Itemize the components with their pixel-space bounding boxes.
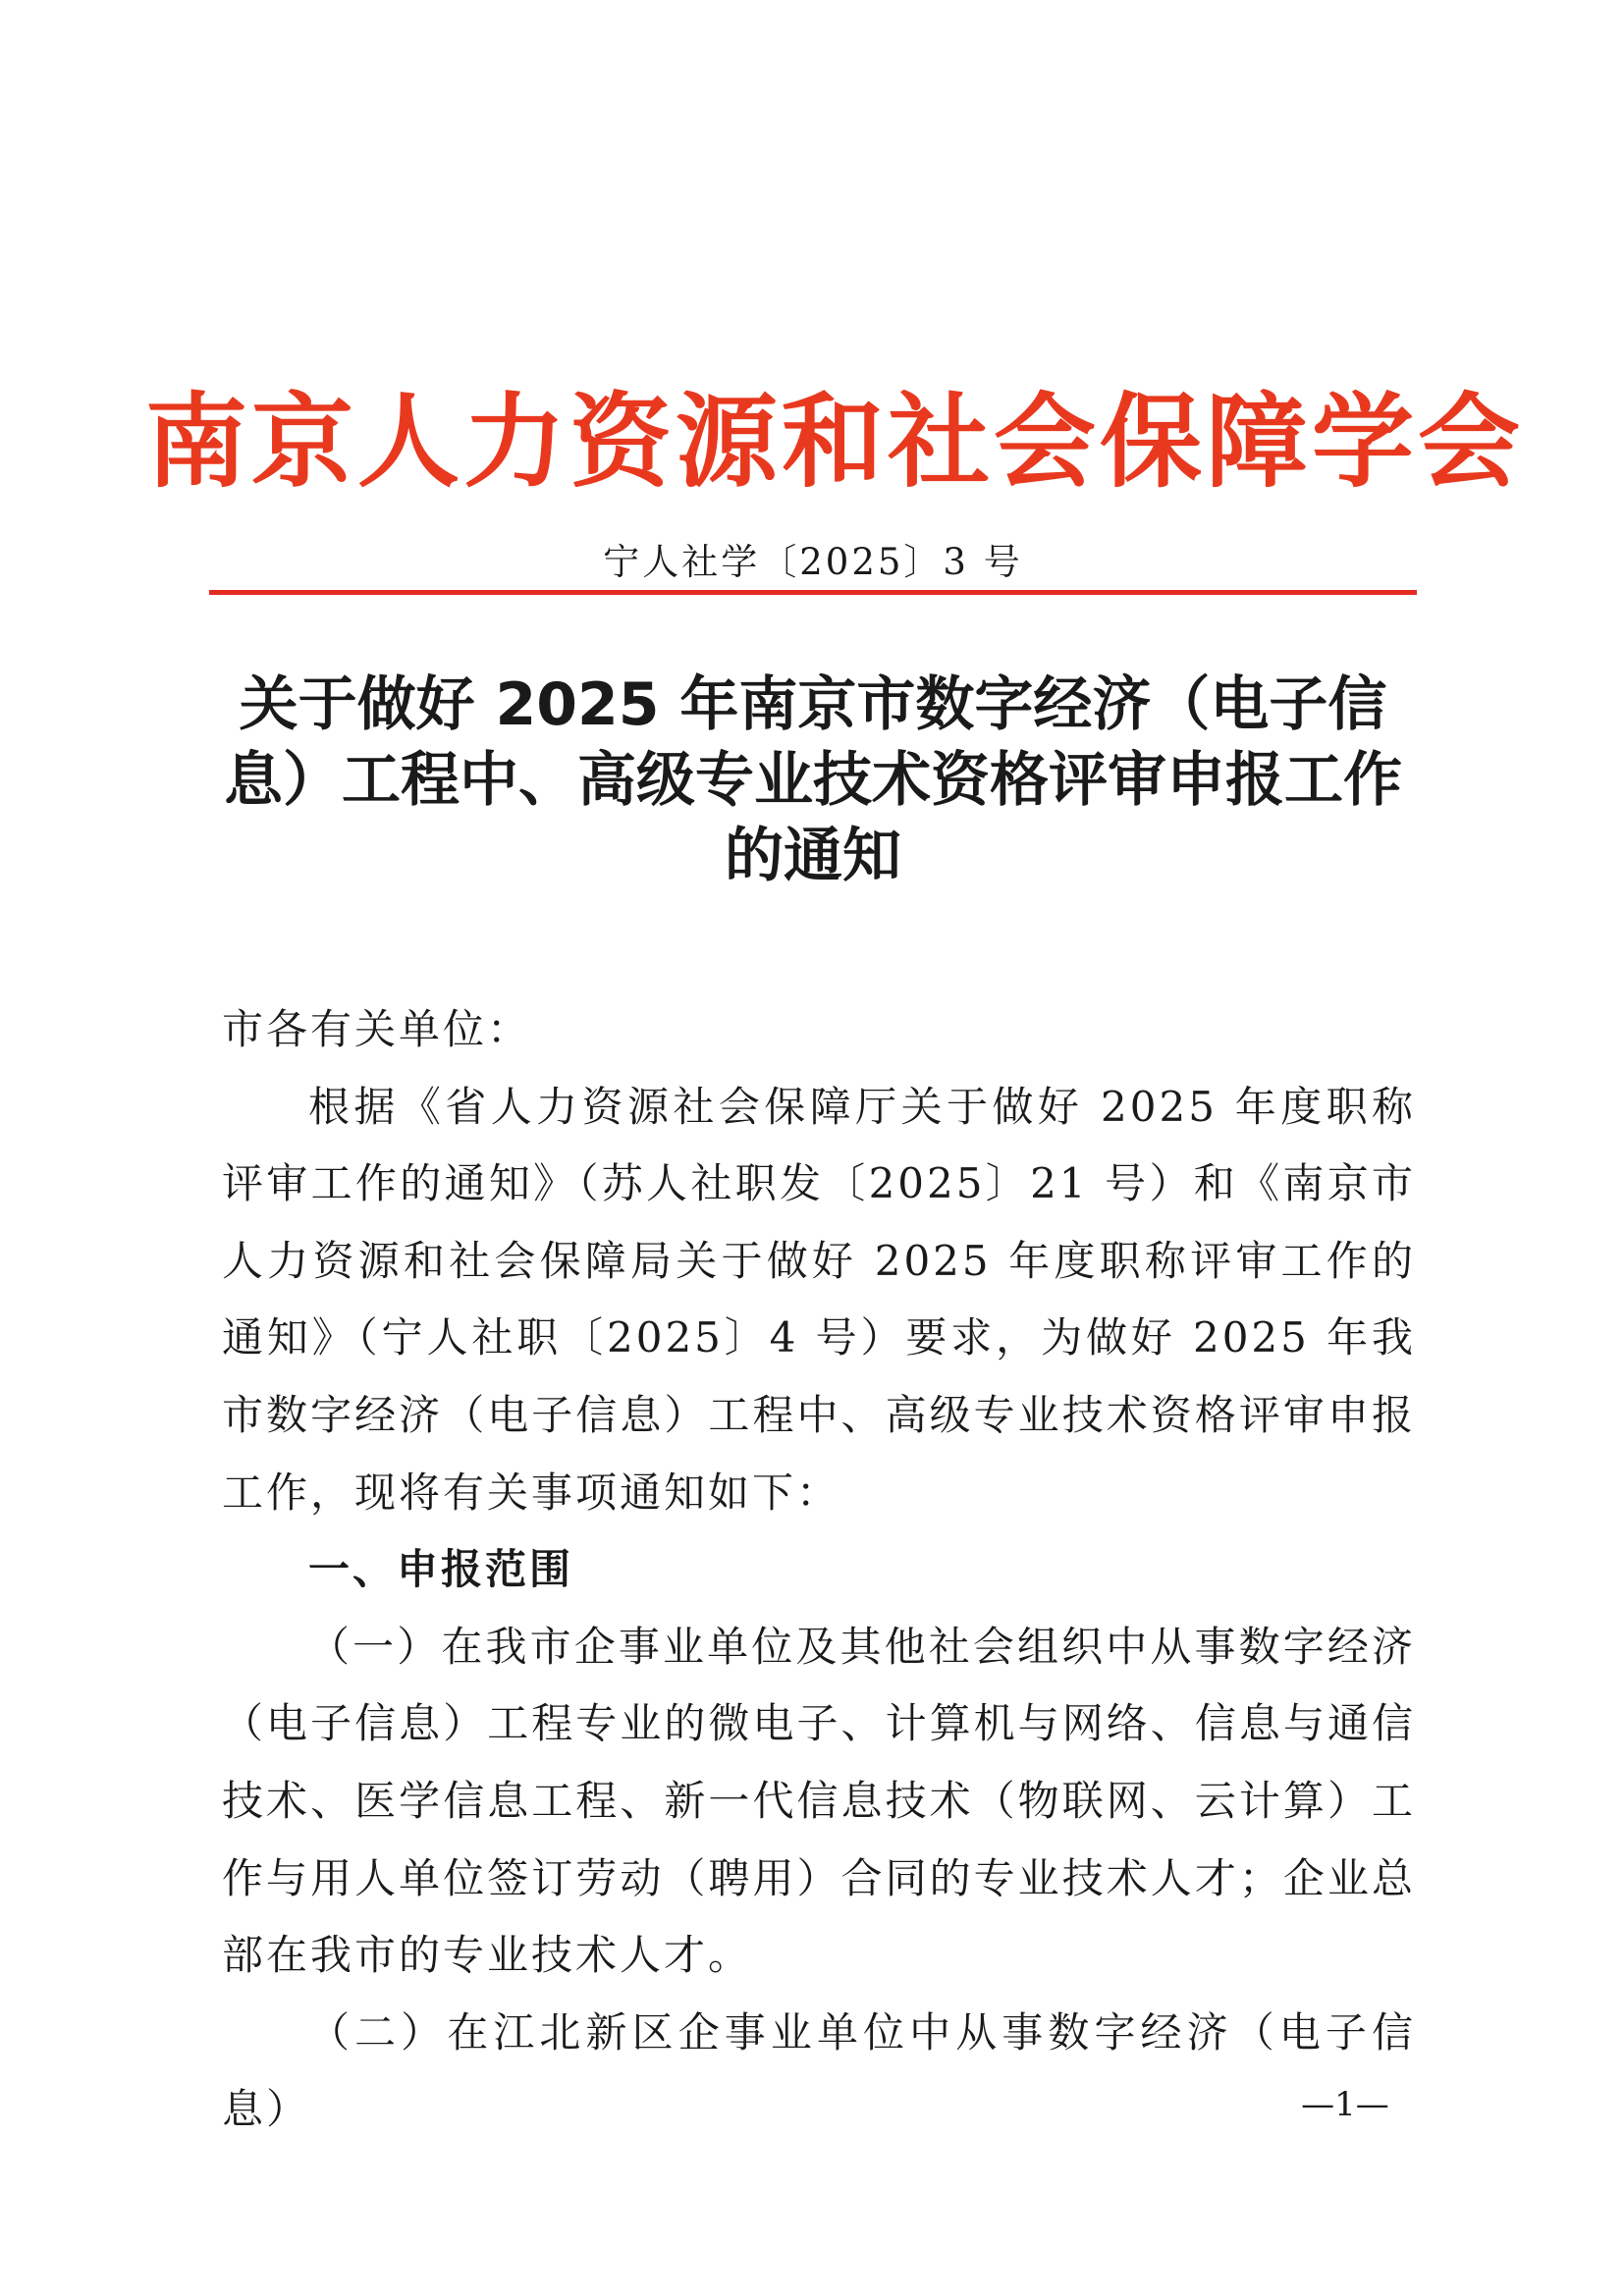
document-title: 关于做好 2025 年南京市数字经济（电子信息）工程中、高级专业技术资格评审申报工作的通知 [224,670,1402,890]
document-number: 宁人社学〔2025〕3 号 [603,541,1023,583]
organization-name: 南京人力资源和社会保障学会 [145,382,1525,502]
page-number: —1— [1301,2085,1389,2124]
header-divider [209,590,1417,595]
scope-item-2: （二）在江北新区企事业单位中从事数字经济（电子信息） [222,2007,1416,2134]
section-heading-scope: 一、申报范围 [308,1545,574,1594]
document-body [222,991,1416,2149]
intro-paragraph: 根据《省人力资源社会保障厅关于做好 2025 年度职称评审工作的通知》（苏人社职发〔2025〕21 号）和《南京市人力资源和社会保障局关于做好 2025 年度职称评审工作的通知》（宁人社职〔2025〕4 号）要求，为做好 2025 年我市数字经济（电子信息）工程中、高级专业技术资格评审申报工作，现将有关事项通知如下： [222,1082,1416,1517]
scope-item-1: （一）在我市企事业单位及其他社会组织中从事数字经济（电子信息）工程专业的微电子、计算机与网络、信息与通信技术、医学信息工程、新一代信息技术（物联网、云计算）工作与用人单位签订劳动（聘用）合同的专业技术人才；企业总部在我市的专业技术人才。 [222,1622,1416,1980]
salutation: 市各有关单位： [222,1005,532,1053]
